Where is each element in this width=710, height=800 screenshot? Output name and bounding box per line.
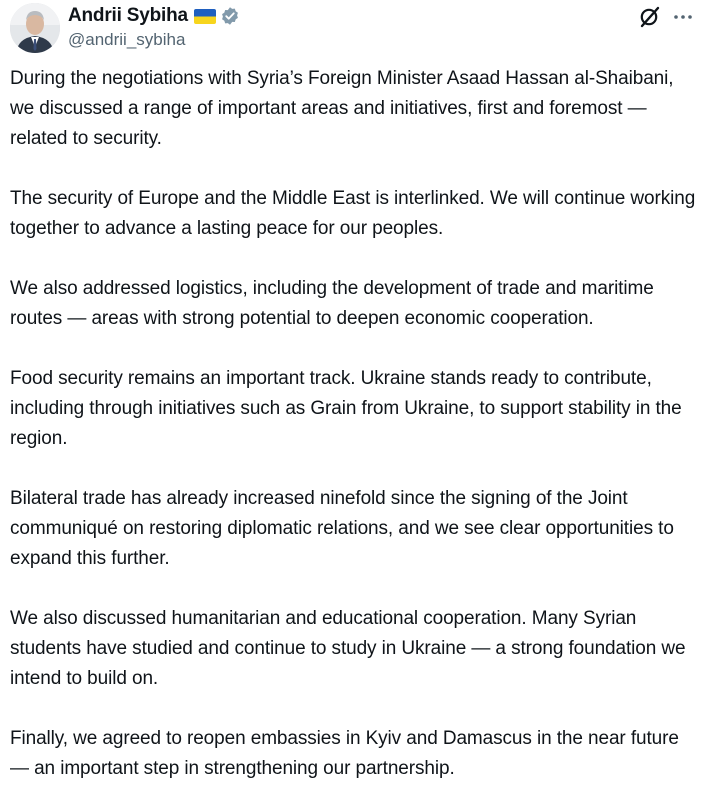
- verified-badge-icon[interactable]: [220, 6, 240, 26]
- author-handle[interactable]: @andrii_sybiha: [68, 30, 186, 49]
- post-paragraph: Bilateral trade has already increased ninefold since the signing of the Joint communiqué on restoring diplomatic relations, and we see clear opportunities to expand this further.: [10, 488, 674, 569]
- post-text: [10, 64, 702, 784]
- post-paragraph: We also addressed logistics, including the development of trade and maritime routes — areas with strong potential to deepen economic cooperation.: [10, 278, 654, 329]
- post-paragraph: Food security remains an important track. Ukraine stands ready to contribute, including through initiatives such as Grain from Ukraine, to support stability in the region.: [10, 368, 682, 449]
- post-paragraph: During the negotiations with Syria’s Foreign Minister Asaad Hassan al-Shaibani, we discussed a range of important areas and initiatives, first and foremost — related to security.: [10, 68, 674, 149]
- author-display-name[interactable]: Andrii Sybiha: [68, 5, 188, 26]
- avatar-photo-icon: [10, 3, 60, 53]
- ukraine-flag-icon: [194, 9, 216, 24]
- post-header: [0, 0, 710, 64]
- grok-icon[interactable]: [638, 5, 662, 29]
- more-options-icon[interactable]: [671, 5, 695, 29]
- post-paragraph: Finally, we agreed to reopen embassies in Kyiv and Damascus in the near future — an important step in strengthening our partnership.: [10, 728, 679, 779]
- post-paragraph: The security of Europe and the Middle East is interlinked. We will continue working together to advance a lasting peace for our peoples.: [10, 188, 696, 239]
- author-name-row: [68, 3, 240, 29]
- avatar[interactable]: [10, 3, 60, 53]
- post-paragraph: We also discussed humanitarian and educational cooperation. Many Syrian students have studied and continue to study in Ukraine — a strong foundation we intend to build on.: [10, 608, 686, 689]
